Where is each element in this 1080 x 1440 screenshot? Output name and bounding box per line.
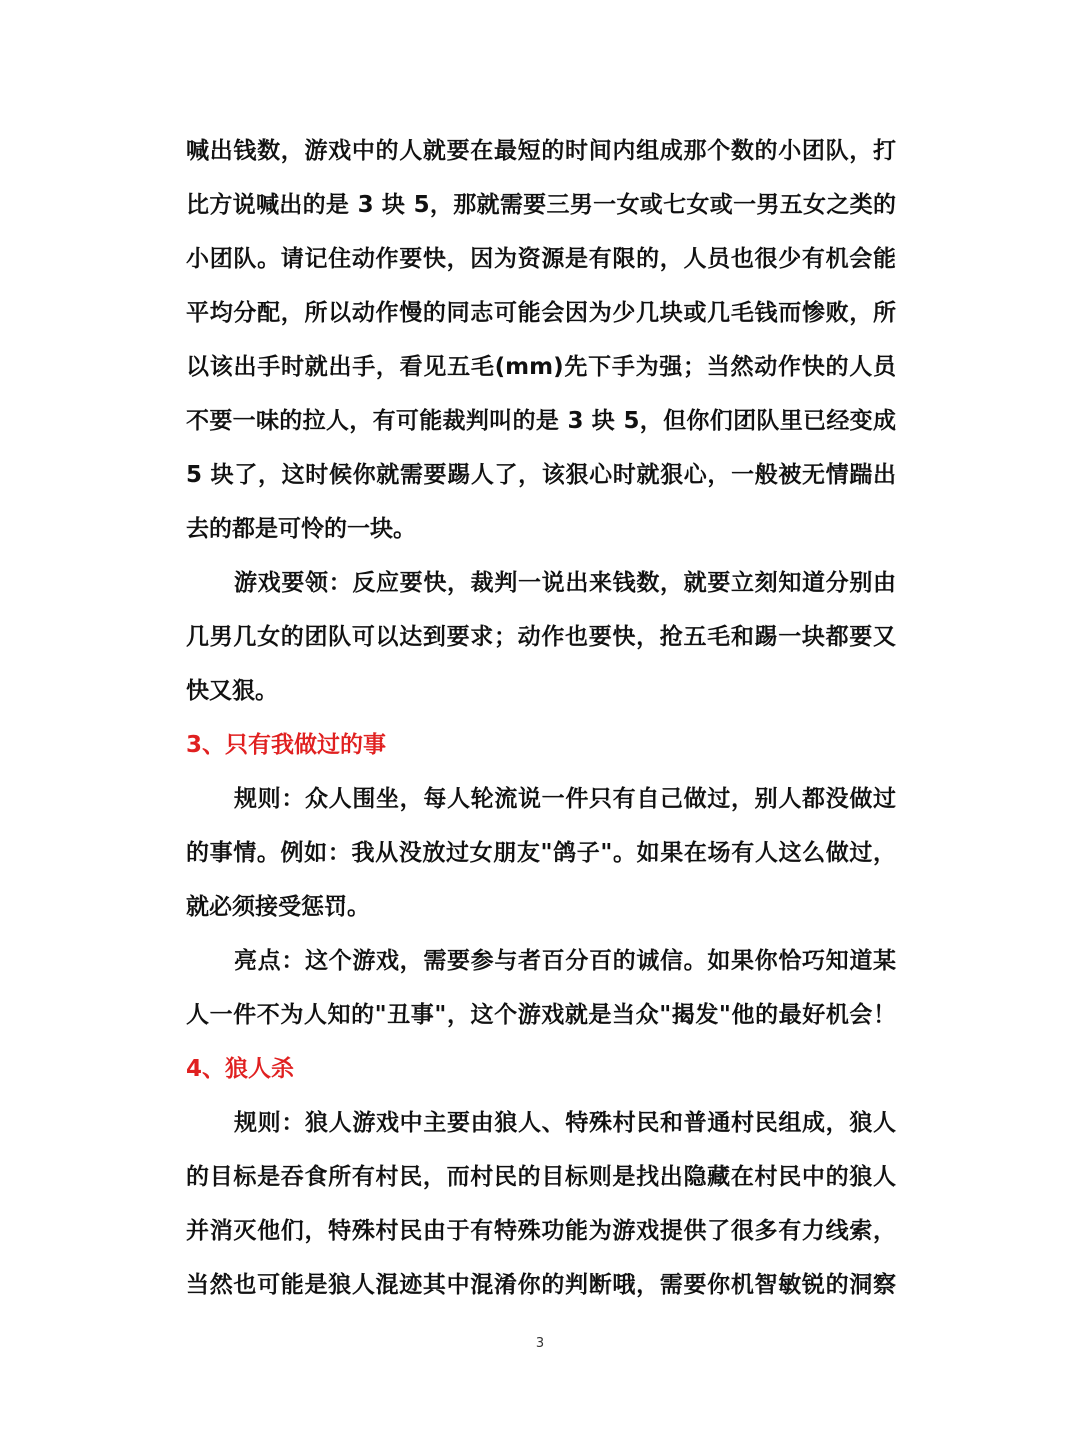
page-number: 3 xyxy=(535,1336,545,1351)
paragraph-line: 去的都是可怜的一块。 xyxy=(186,516,416,542)
paragraph-line: 不要一味的拉人，有可能裁判叫的是 3 块 5，但你们团队里已经变成 xyxy=(186,408,896,434)
paragraph-line: 并消灭他们，特殊村民由于有特殊功能为游戏提供了很多有力线索， xyxy=(186,1218,896,1244)
paragraph-line: 规则：狼人游戏中主要由狼人、特殊村民和普通村民组成，狼人 xyxy=(234,1110,896,1136)
document-body xyxy=(186,124,896,1312)
paragraph-line: 几男几女的团队可以达到要求；动作也要快，抢五毛和踢一块都要又 xyxy=(186,624,896,650)
section-heading: 3、只有我做过的事 xyxy=(186,732,387,758)
paragraph-line: 当然也可能是狼人混迹其中混淆你的判断哦，需要你机智敏锐的洞察 xyxy=(186,1272,896,1298)
paragraph-line: 5 块了，这时候你就需要踢人了，该狠心时就狠心，一般被无情踹出 xyxy=(186,462,896,488)
paragraph-line: 小团队。请记住动作要快，因为资源是有限的，人员也很少有机会能 xyxy=(186,246,896,272)
paragraph-line: 游戏要领：反应要快，裁判一说出来钱数，就要立刻知道分别由 xyxy=(234,570,896,596)
paragraph-line: 亮点：这个游戏，需要参与者百分百的诚信。如果你恰巧知道某 xyxy=(234,948,896,974)
section-heading: 4、狼人杀 xyxy=(186,1056,295,1082)
paragraph-line: 人一件不为人知的"丑事"，这个游戏就是当众"揭发"他的最好机会！ xyxy=(186,1002,896,1028)
paragraph-line: 以该出手时就出手，看见五毛(mm)先下手为强；当然动作快的人员 xyxy=(186,354,896,380)
paragraph-line: 的目标是吞食所有村民，而村民的目标则是找出隐藏在村民中的狼人 xyxy=(186,1164,896,1190)
paragraph-line: 规则：众人围坐，每人轮流说一件只有自己做过，别人都没做过 xyxy=(234,786,896,812)
paragraph-line: 平均分配，所以动作慢的同志可能会因为少几块或几毛钱而惨败，所 xyxy=(186,300,896,326)
paragraph-line: 喊出钱数，游戏中的人就要在最短的时间内组成那个数的小团队，打 xyxy=(186,138,896,164)
paragraph-line: 的事情。例如：我从没放过女朋友"鸽子"。如果在场有人这么做过， xyxy=(186,840,896,866)
paragraph-line: 比方说喊出的是 3 块 5，那就需要三男一女或七女或一男五女之类的 xyxy=(186,192,896,218)
paragraph-line: 就必须接受惩罚。 xyxy=(186,894,370,920)
paragraph-line: 快又狠。 xyxy=(186,678,278,704)
